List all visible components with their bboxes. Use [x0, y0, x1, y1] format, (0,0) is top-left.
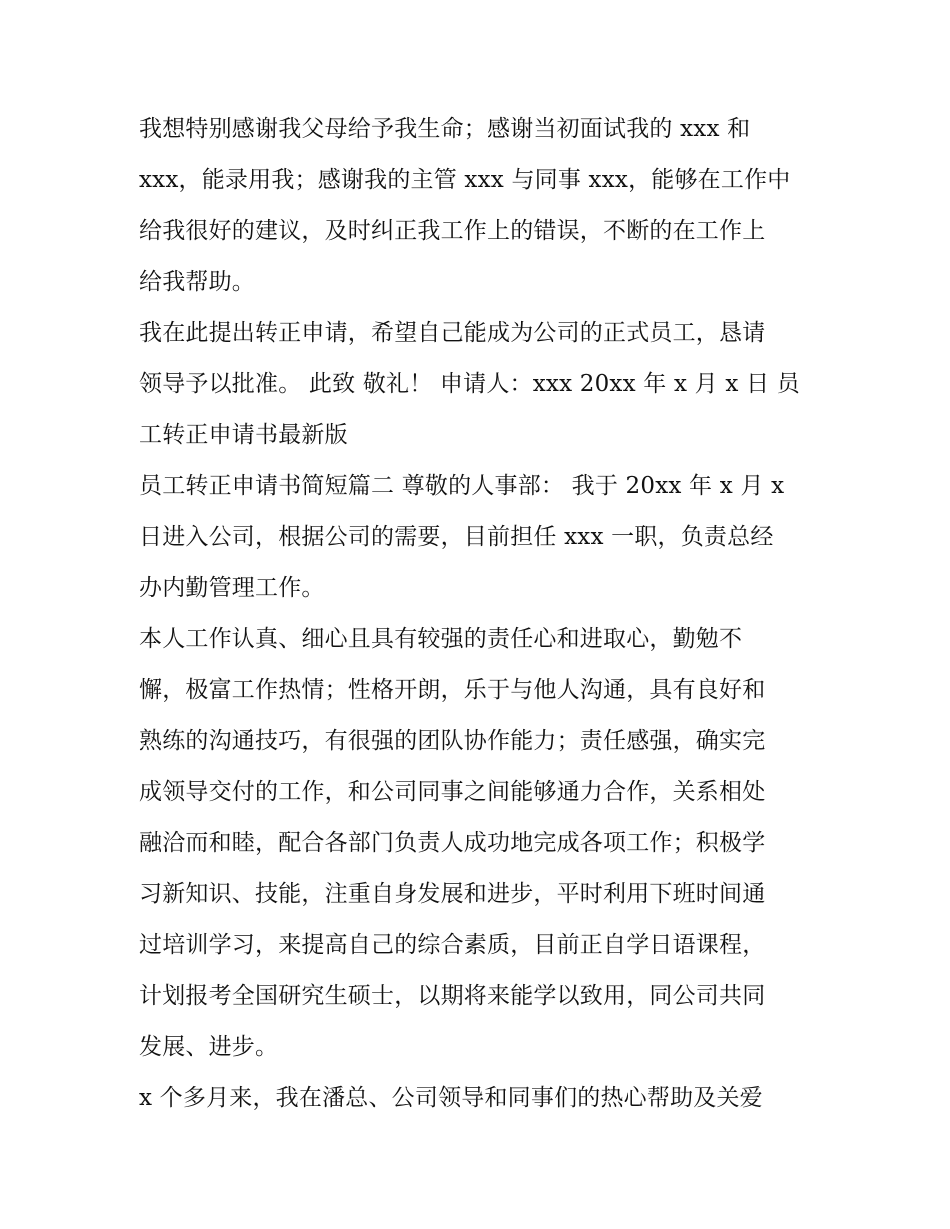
text-line: 领导予以批准。 此致 敬礼！ 申请人：xxx 20xx 年 x 月 x 日 员	[139, 371, 800, 397]
document-body	[139, 104, 819, 1124]
text-line: 办内勤管理工作。	[139, 575, 325, 601]
text-line: 我想特别感谢我父母给予我生命；感谢当初面试我的 xxx 和	[139, 116, 751, 142]
text-line: 本人工作认真、细心且具有较强的责任心和进取心，勤勉不	[139, 626, 743, 652]
text-line: 懈，极富工作热情；性格开朗，乐于与他人沟通，具有良好和	[139, 677, 766, 703]
text-line: 熟练的沟通技巧，有很强的团队协作能力；责任感强，确实完	[139, 728, 766, 754]
text-line: 计划报考全国研究生硕士，以期将来能学以致用，同公司共同	[139, 983, 766, 1009]
text-line: 习新知识、技能，注重自身发展和进步，平时利用下班时间通	[139, 881, 766, 907]
text-line: 融洽而和睦，配合各部门负责人成功地完成各项工作；积极学	[139, 830, 766, 856]
text-line: x 个多月来，我在潘总、公司领导和同事们的热心帮助及关爱	[139, 1085, 763, 1111]
text-line: 工转正申请书最新版	[139, 422, 348, 448]
text-line: 员工转正申请书简短篇二 尊敬的人事部： 我于 20xx 年 x 月 x	[139, 473, 785, 499]
text-line: 给我很好的建议，及时纠正我工作上的错误，不断的在工作上	[139, 218, 766, 244]
text-line: 成领导交付的工作，和公司同事之间能够通力合作，关系相处	[139, 779, 766, 805]
text-line: xxx，能录用我；感谢我的主管 xxx 与同事 xxx，能够在工作中	[139, 167, 791, 193]
text-line: 我在此提出转正申请，希望自己能成为公司的正式员工，恳请	[139, 320, 766, 346]
text-line: 日进入公司，根据公司的需要，目前担任 xxx 一职，负责总经	[139, 524, 774, 550]
text-line: 给我帮助。	[139, 269, 255, 295]
text-line: 过培训学习，来提高自己的综合素质，目前正自学日语课程，	[139, 932, 766, 958]
text-line: 发展、进步。	[139, 1034, 279, 1060]
